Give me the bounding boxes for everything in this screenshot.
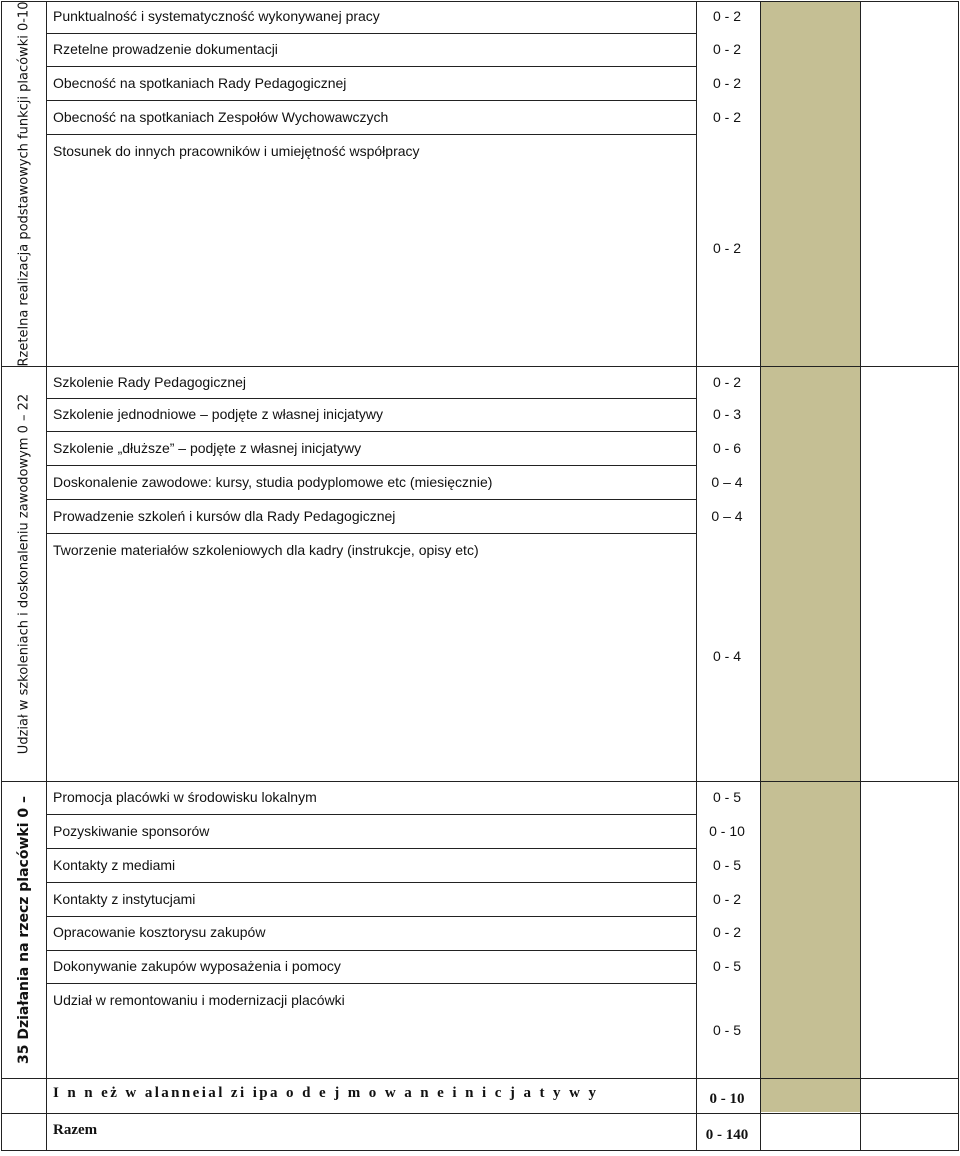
row-label: Udział w remontowaniu i modernizacji placówki (53, 992, 345, 1008)
row-divider (47, 499, 696, 500)
row-score: 0 - 2 (712, 240, 741, 256)
border-desc-column (696, 1, 697, 1151)
score-column-shaded (761, 2, 860, 1112)
total-score: 0 - 140 (705, 1127, 749, 1143)
row-divider (47, 848, 696, 849)
border-right (958, 1, 959, 1151)
total-label: Razem (53, 1122, 98, 1138)
section-title-activities: 35 Działania na rzecz placówki 0 – (16, 796, 32, 1064)
row-score: 0 - 2 (712, 75, 741, 91)
row-score: 0 - 5 (712, 857, 741, 873)
row-score: 0 - 2 (712, 374, 741, 390)
row-score: 0 - 2 (712, 41, 741, 57)
section-title-training: Udział w szkoleniach i doskonaleniu zawodowym 0 – 22 (16, 393, 32, 755)
row-score: 0 - 2 (712, 8, 741, 24)
border-bottom (1, 1150, 958, 1151)
row-label: Rzetelne prowadzenie dokumentacji (53, 41, 278, 57)
row-score: 0 - 2 (712, 924, 741, 940)
section-divider (1, 1078, 958, 1079)
row-divider (47, 983, 696, 984)
row-label: Szkolenie Rady Pedagogicznej (53, 374, 247, 390)
row-divider (47, 100, 696, 101)
row-label: Dokonywanie zakupów wyposażenia i pomocy (53, 958, 341, 974)
row-divider (1, 1113, 958, 1114)
row-score: 0 - 6 (712, 440, 741, 456)
row-score: 0 - 5 (712, 958, 741, 974)
row-divider (47, 33, 696, 34)
row-divider (47, 916, 696, 917)
row-label: Obecność na spotkaniach Rady Pedagogicznej (53, 75, 347, 91)
row-score: 0 - 2 (712, 891, 741, 907)
row-divider (47, 431, 696, 432)
row-label: Punktualność i systematyczność wykonywanej pracy (53, 8, 380, 24)
row-label: Stosunek do innych pracowników i umiejętność współpracy (53, 143, 420, 159)
row-label: Tworzenie materiałów szkoleniowych dla kadry (instrukcje, opisy etc) (53, 542, 479, 558)
row-label: Promocja placówki w środowisku lokalnym (53, 789, 317, 805)
row-score: 0 - 5 (712, 789, 741, 805)
other-initiatives-label: I n n eż w alanneial zi ipa o d e j m o w a n e i n i c j a t y w y (53, 1085, 599, 1101)
row-score: 0 - 3 (712, 406, 741, 422)
row-label: Prowadzenie szkoleń i kursów dla Rady Pedagogicznej (53, 508, 396, 524)
row-divider (47, 398, 696, 399)
row-label: Obecność na spotkaniach Zespołów Wychowawczych (53, 109, 389, 125)
section-title-functions: Rzetelna realizacja podstawowych funkcji placówki 0-10 (16, 1, 32, 367)
section-divider (1, 781, 958, 782)
row-divider (47, 66, 696, 67)
row-score: 0 – 4 (711, 508, 743, 524)
row-divider (47, 465, 696, 466)
row-divider (47, 882, 696, 883)
row-score: 0 - 10 (709, 823, 745, 839)
border-section-column (46, 1, 47, 1151)
border-top (1, 1, 958, 2)
border-range-column (760, 1, 761, 1151)
row-label: Szkolenie „dłuższe” – podjęte z własnej inicjatywy (53, 440, 362, 456)
border-shaded-column (860, 1, 861, 1151)
row-divider (47, 814, 696, 815)
row-divider (47, 134, 696, 135)
row-score: 0 - 5 (712, 1022, 741, 1038)
row-label: Doskonalenie zawodowe: kursy, studia podyplomowe etc (miesięcznie) (53, 474, 493, 490)
row-label: Szkolenie jednodniowe – podjęte z własnej inicjatywy (53, 406, 383, 422)
row-label: Kontakty z instytucjami (53, 891, 196, 907)
row-label: Kontakty z mediami (53, 857, 176, 873)
row-label: Pozyskiwanie sponsorów (53, 823, 210, 839)
row-score: 0 - 2 (712, 109, 741, 125)
row-score: 0 – 4 (711, 474, 743, 490)
row-divider (47, 533, 696, 534)
section-divider (1, 366, 958, 367)
row-divider (47, 950, 696, 951)
other-initiatives-score: 0 - 10 (709, 1091, 745, 1107)
row-score: 0 - 4 (712, 648, 741, 664)
row-label: Opracowanie kosztorysu zakupów (53, 924, 266, 940)
